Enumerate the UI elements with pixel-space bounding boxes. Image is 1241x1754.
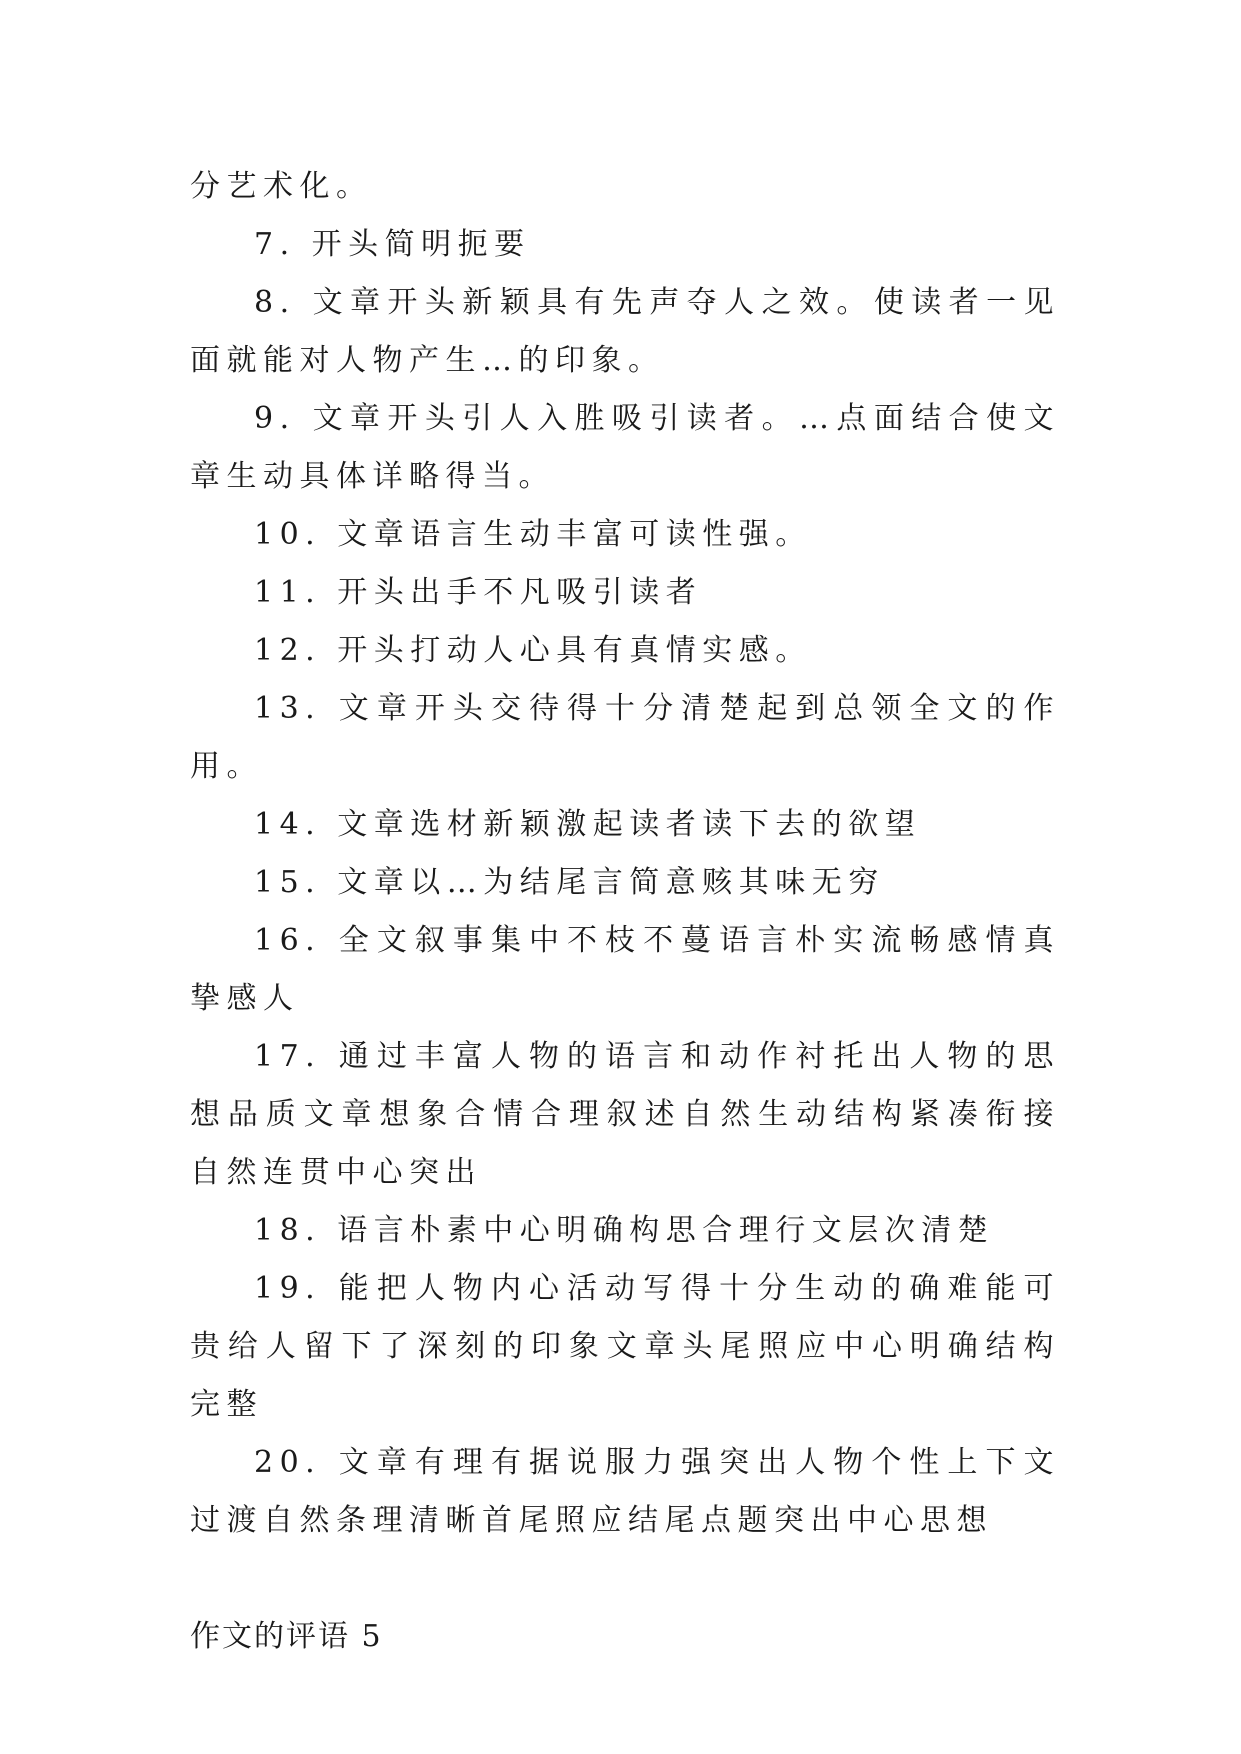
list-item: 13. 文章开头交待得十分清楚起到总领全文的作用。 [190,691,1060,784]
list-item: 19. 能把人物内心活动写得十分生动的确难能可贵给人留下了深刻的印象文章头尾照应中心明确结构完整 [190,1271,1060,1422]
list-item: 10. 文章语言生动丰富可读性强。 [254,517,812,552]
list-item: 18. 语言朴素中心明确构思合理行文层次清楚 [254,1213,995,1248]
list-item: 12. 开头打动人心具有真情实感。 [254,633,812,668]
paragraph-continuation: 分艺术化。 [190,169,373,204]
document-body [190,158,1060,1666]
list-item: 16. 全文叙事集中不枝不蔓语言朴实流畅感情真挚感人 [190,923,1060,1016]
list-item: 17. 通过丰富人物的语言和动作衬托出人物的思想品质文章想象合情合理叙述自然生动结构紧凑衔接自然连贯中心突出 [190,1039,1060,1190]
list-item: 15. 文章以…为结尾言简意赅其味无穷 [254,865,885,900]
list-item: 11. 开头出手不凡吸引读者 [254,575,703,610]
list-item: 14. 文章选材新颖激起读者读下去的欲望 [254,807,922,842]
section-heading: 作文的评语 5 [190,1619,383,1654]
list-item: 8. 文章开头新颖具有先声夺人之效。使读者一见面就能对人物产生…的印象。 [190,285,1060,378]
paragraph-spacer [190,1550,1060,1608]
list-item: 9. 文章开头引人入胜吸引读者。…点面结合使文章生动具体详略得当。 [190,401,1060,494]
list-item: 7. 开头简明扼要 [254,227,531,262]
list-item: 20. 文章有理有据说服力强突出人物个性上下文过渡自然条理清晰首尾照应结尾点题突出中心思想 [190,1445,1060,1538]
